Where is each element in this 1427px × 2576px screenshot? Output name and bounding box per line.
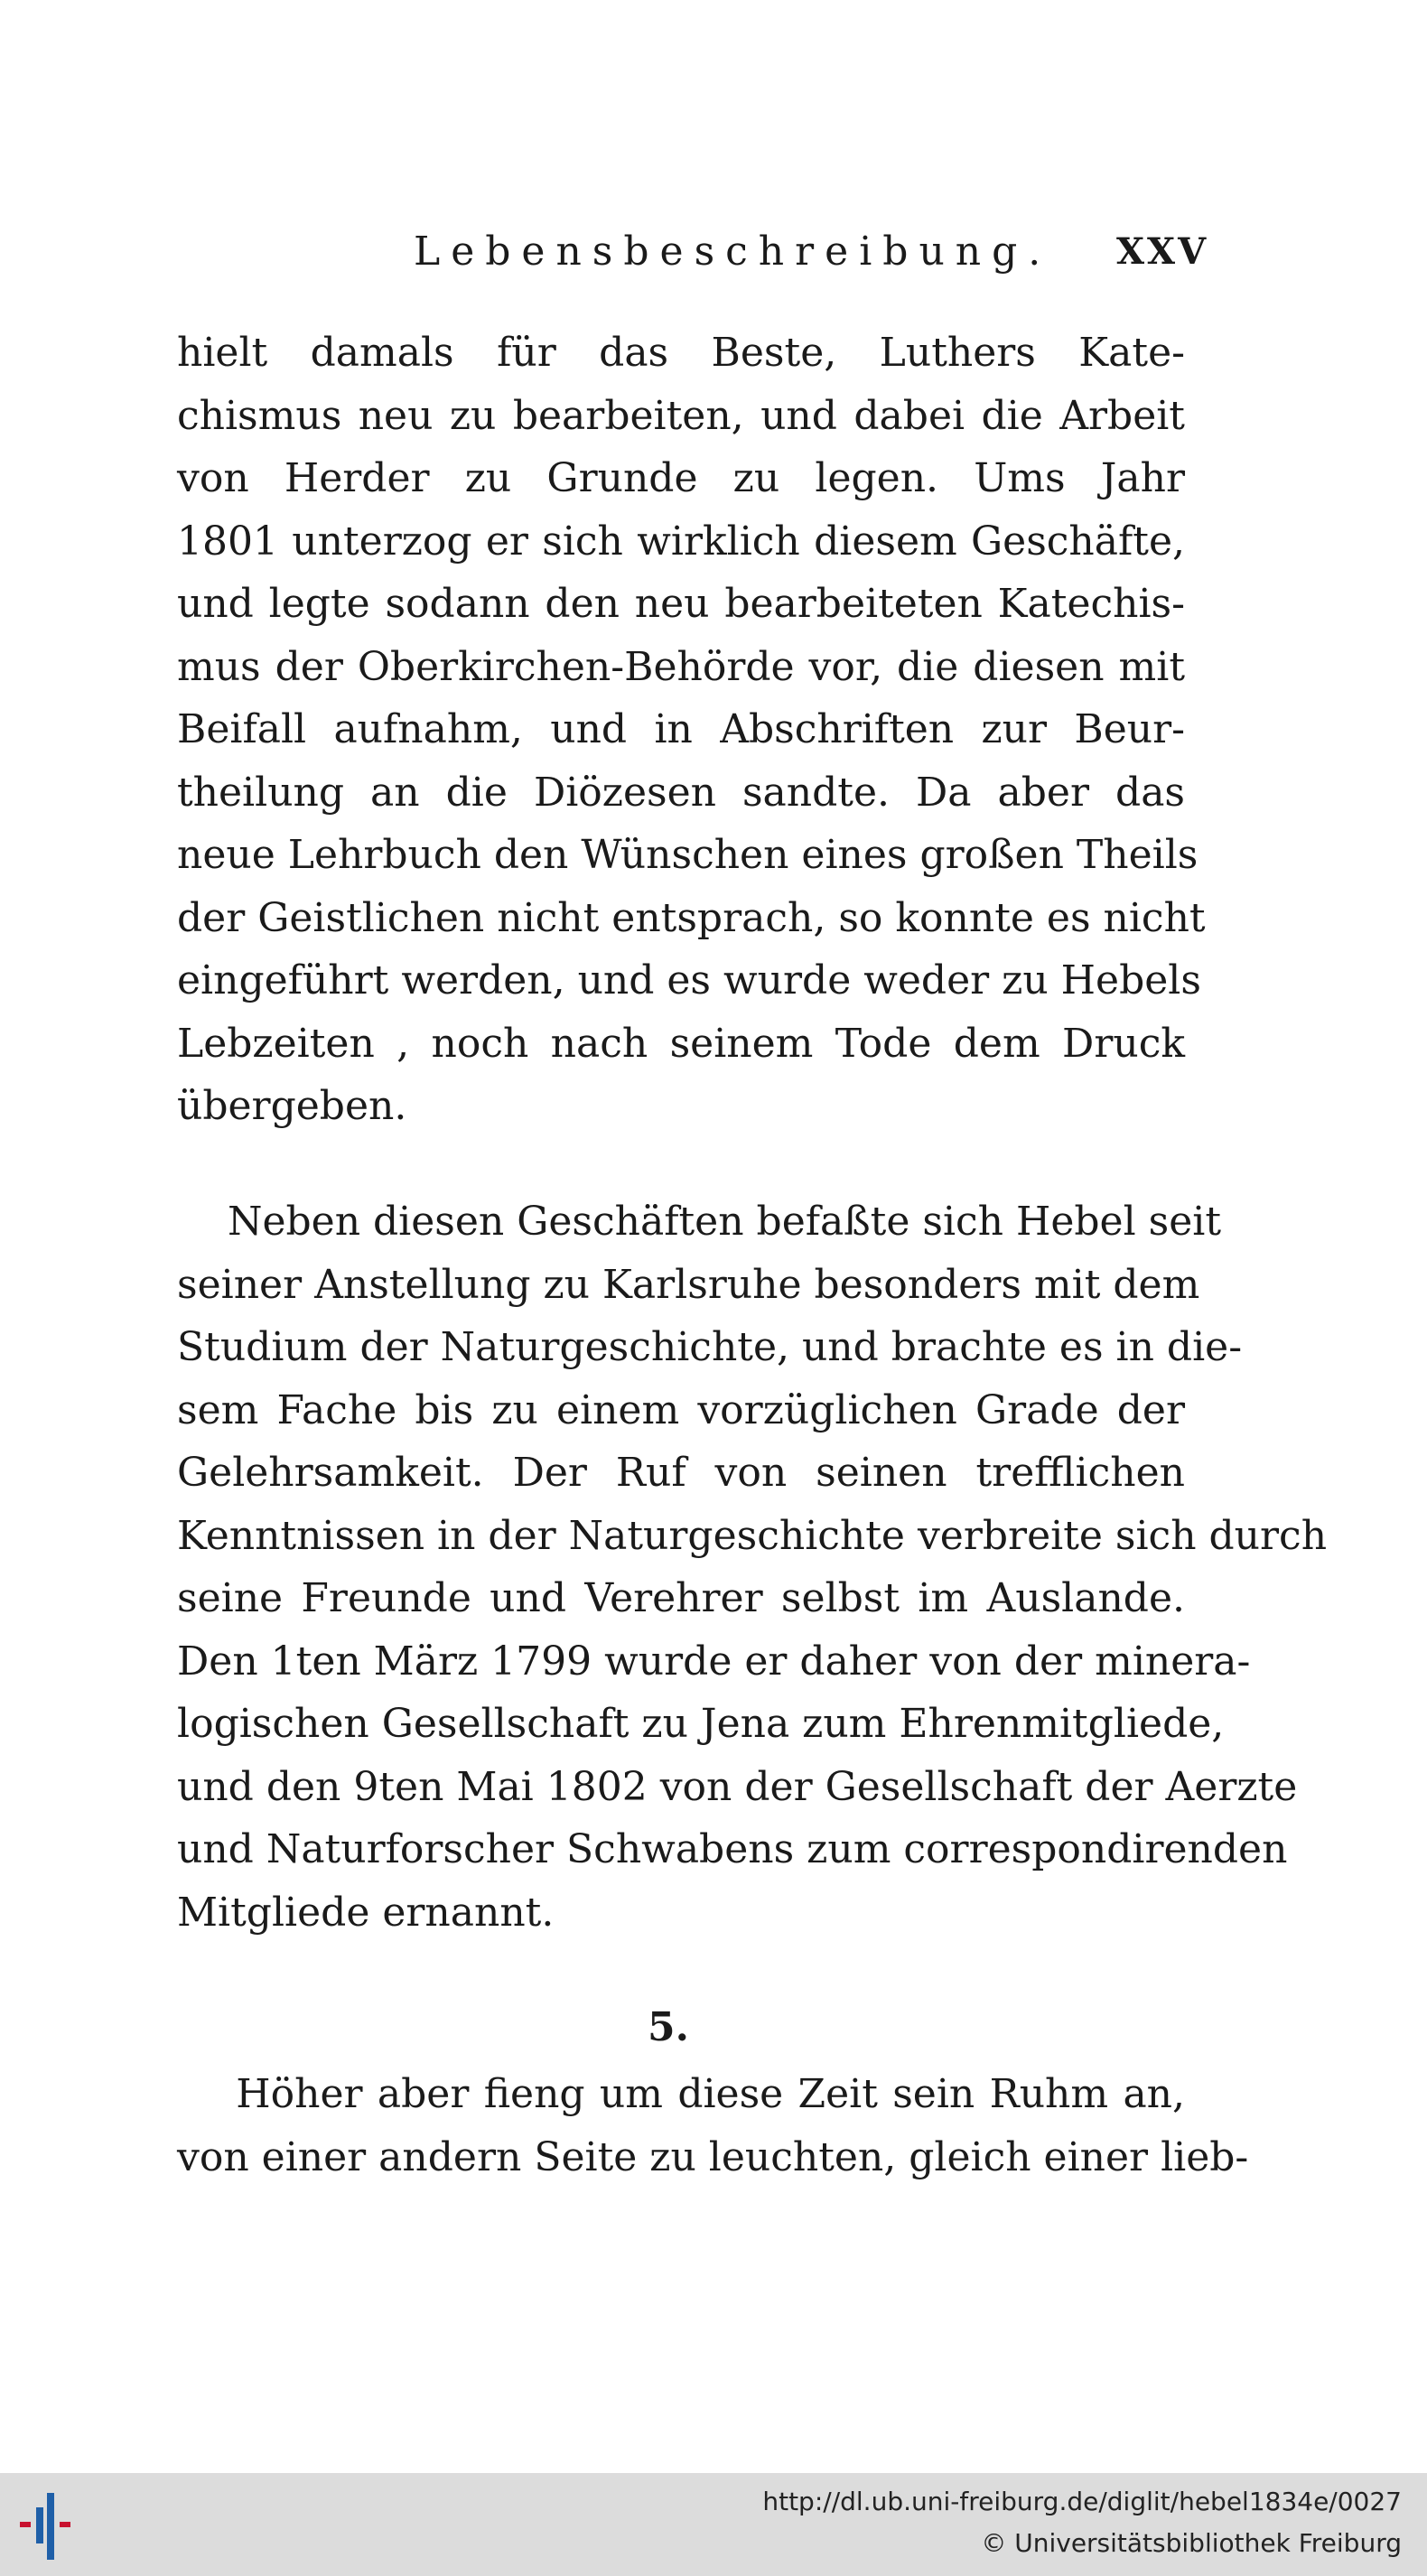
text-line: chismus neu zu bearbeiten, und dabei die Arbeit [177, 392, 1185, 439]
text-line: sem Fache bis zu einem vorzüglichen Grade der [177, 1386, 1185, 1433]
running-head [0, 220, 1427, 284]
text-line: Lebzeiten , noch nach seinem Tode dem Druck [177, 1020, 1185, 1067]
footer-copyright: © Universitätsbibliothek Freiburg [981, 2528, 1402, 2558]
viewer-footer [0, 2473, 1427, 2576]
paragraph-2 [177, 1190, 1328, 1944]
text-line: Den 1ten März 1799 wurde er daher von der minera- [177, 1638, 1251, 1685]
text-line: Höher aber fieng um diese Zeit sein Ruhm an, [177, 2071, 1185, 2117]
text-line: Neben diesen Geschäften befaßte sich Hebel seit [177, 1199, 1222, 1245]
page-number: XXV [1116, 230, 1209, 273]
running-title: Lebensbeschreibung. [414, 229, 1052, 275]
text-line: und legte sodann den neu bearbeiteten Katechis- [177, 581, 1185, 627]
text-line: neue Lehrbuch den Wünschen eines großen Theils [177, 832, 1198, 878]
text-line: Kenntnissen in der Naturgeschichte verbreite sich durch [177, 1512, 1328, 1559]
text-line: Mitgliede ernannt. [177, 1889, 555, 1936]
text-line: mus der Oberkirchen-Behörde vor, die diesen mit [177, 643, 1185, 690]
text-line: und den 9ten Mai 1802 von der Gesellschaft der Aerzte [177, 1763, 1298, 1810]
section-number: 5. [648, 2004, 689, 2050]
text-line: theilung an die Diözesen sandte. Da aber das [177, 769, 1185, 816]
text-line: Studium der Naturgeschichte, und brachte es in die- [177, 1324, 1243, 1370]
text-line: der Geistlichen nicht entsprach, so konnte es nicht [177, 894, 1206, 941]
text-line: 1801 unterzog er sich wirklich diesem Geschäfte, [177, 518, 1185, 565]
text-line: übergeben. [177, 1083, 407, 1129]
paragraph-1 [177, 322, 1206, 1138]
text-line: hielt damals für das Beste, Luthers Kate- [177, 330, 1185, 376]
ub-freiburg-logo-icon [20, 2487, 87, 2563]
footer-url-link[interactable]: http://dl.ub.uni-freiburg.de/diglit/hebel1834e/0027 [762, 2487, 1402, 2516]
text-line: Gelehrsamkeit. Der Ruf von seinen trefflichen [177, 1450, 1185, 1496]
paragraph-3 [177, 2063, 1249, 2189]
text-line: und Naturforscher Schwabens zum correspondirenden [177, 1826, 1288, 1872]
text-line: seine Freunde und Verehrer selbst im Auslande. [177, 1575, 1185, 1621]
text-line: von einer andern Seite zu leuchten, gleich einer lieb- [177, 2133, 1249, 2180]
text-line: logischen Gesellschaft zu Jena zum Ehrenmitgliede, [177, 1701, 1225, 1747]
text-line: eingeführt werden, und es wurde weder zu Hebels [177, 957, 1201, 1003]
text-line: Beifall aufnahm, und in Abschriften zur Beur- [177, 706, 1185, 752]
text-line: von Herder zu Grunde zu legen. Ums Jahr [177, 455, 1185, 501]
text-line: seiner Anstellung zu Karlsruhe besonders mit dem [177, 1261, 1200, 1308]
